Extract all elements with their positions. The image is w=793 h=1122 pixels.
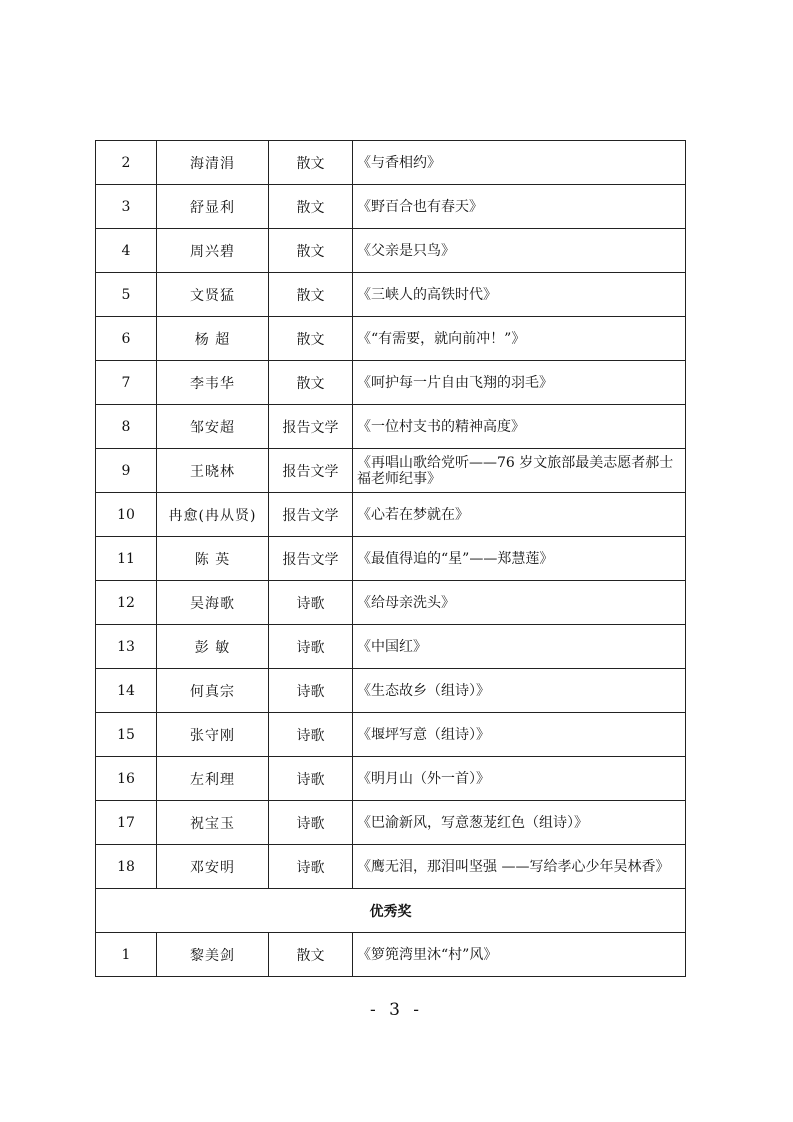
row-number: 4	[96, 229, 157, 273]
genre: 诗歌	[269, 669, 353, 713]
row-number: 10	[96, 493, 157, 537]
table-row	[96, 361, 686, 405]
author-name: 周兴碧	[157, 229, 269, 273]
genre: 诗歌	[269, 713, 353, 757]
genre: 散文	[269, 317, 353, 361]
genre: 散文	[269, 229, 353, 273]
table-row	[96, 405, 686, 449]
author-name: 陈 英	[157, 537, 269, 581]
genre: 诗歌	[269, 625, 353, 669]
genre: 诗歌	[269, 581, 353, 625]
author-name: 黎美剑	[157, 933, 269, 977]
author-name: 张守刚	[157, 713, 269, 757]
author-name: 冉愈(冉从贤)	[157, 493, 269, 537]
row-number: 9	[96, 449, 157, 493]
table-row	[96, 141, 686, 185]
row-number: 16	[96, 757, 157, 801]
table-row	[96, 713, 686, 757]
row-number: 18	[96, 845, 157, 889]
work-title: 《巴渝新风，写意葱茏红色（组诗）》	[353, 801, 686, 845]
genre: 散文	[269, 141, 353, 185]
author-name: 左利理	[157, 757, 269, 801]
author-name: 王晓林	[157, 449, 269, 493]
section-header-row	[96, 889, 686, 933]
author-name: 何真宗	[157, 669, 269, 713]
table-row	[96, 185, 686, 229]
genre: 散文	[269, 273, 353, 317]
table-row	[96, 229, 686, 273]
row-number: 13	[96, 625, 157, 669]
genre: 散文	[269, 185, 353, 229]
author-name: 海清涓	[157, 141, 269, 185]
table-row	[96, 317, 686, 361]
genre: 报告文学	[269, 449, 353, 493]
table-row	[96, 449, 686, 493]
genre: 散文	[269, 933, 353, 977]
row-number: 11	[96, 537, 157, 581]
author-name: 祝宝玉	[157, 801, 269, 845]
genre: 诗歌	[269, 845, 353, 889]
row-number: 14	[96, 669, 157, 713]
table-row	[96, 537, 686, 581]
genre: 报告文学	[269, 493, 353, 537]
work-title: 《明月山（外一首）》	[353, 757, 686, 801]
work-title: 《一位村支书的精神高度》	[353, 405, 686, 449]
author-name: 舒显利	[157, 185, 269, 229]
genre: 散文	[269, 361, 353, 405]
table-row	[96, 933, 686, 977]
author-name: 吴海歌	[157, 581, 269, 625]
genre: 诗歌	[269, 757, 353, 801]
row-number: 12	[96, 581, 157, 625]
work-title: 《“有需要，就向前冲！”》	[353, 317, 686, 361]
author-name: 杨 超	[157, 317, 269, 361]
author-name: 彭 敏	[157, 625, 269, 669]
author-name: 邓安明	[157, 845, 269, 889]
genre: 报告文学	[269, 405, 353, 449]
row-number: 7	[96, 361, 157, 405]
author-name: 邹安超	[157, 405, 269, 449]
award-table	[95, 140, 686, 977]
work-title: 《心若在梦就在》	[353, 493, 686, 537]
author-name: 文贤猛	[157, 273, 269, 317]
work-title: 《父亲是只鸟》	[353, 229, 686, 273]
row-number: 1	[96, 933, 157, 977]
award-table-body	[96, 141, 686, 977]
row-number: 6	[96, 317, 157, 361]
table-row	[96, 757, 686, 801]
table-row	[96, 493, 686, 537]
author-name: 李韦华	[157, 361, 269, 405]
work-title: 《鹰无泪，那泪叫坚强 ——写给孝心少年吴林香》	[353, 845, 686, 889]
section-title: 优秀奖	[96, 889, 686, 933]
work-title: 《再唱山歌给党听——76 岁文旅部最美志愿者郝士福老师纪事》	[353, 449, 686, 493]
table-row	[96, 845, 686, 889]
work-title: 《野百合也有春天》	[353, 185, 686, 229]
table-row	[96, 669, 686, 713]
work-title: 《箩篼湾里沐“村”风》	[353, 933, 686, 977]
table-row	[96, 625, 686, 669]
genre: 报告文学	[269, 537, 353, 581]
table-row	[96, 581, 686, 625]
work-title: 《最值得追的“星”——郑慧莲》	[353, 537, 686, 581]
work-title: 《呵护每一片自由飞翔的羽毛》	[353, 361, 686, 405]
work-title: 《堰坪写意（组诗）》	[353, 713, 686, 757]
row-number: 3	[96, 185, 157, 229]
row-number: 8	[96, 405, 157, 449]
page-number: - 3 -	[369, 1000, 424, 1020]
row-number: 15	[96, 713, 157, 757]
row-number: 17	[96, 801, 157, 845]
table-row	[96, 801, 686, 845]
genre: 诗歌	[269, 801, 353, 845]
table-row	[96, 273, 686, 317]
work-title: 《中国红》	[353, 625, 686, 669]
row-number: 5	[96, 273, 157, 317]
row-number: 2	[96, 141, 157, 185]
work-title: 《给母亲洗头》	[353, 581, 686, 625]
work-title: 《生态故乡（组诗）》	[353, 669, 686, 713]
work-title: 《与香相约》	[353, 141, 686, 185]
work-title: 《三峡人的高铁时代》	[353, 273, 686, 317]
